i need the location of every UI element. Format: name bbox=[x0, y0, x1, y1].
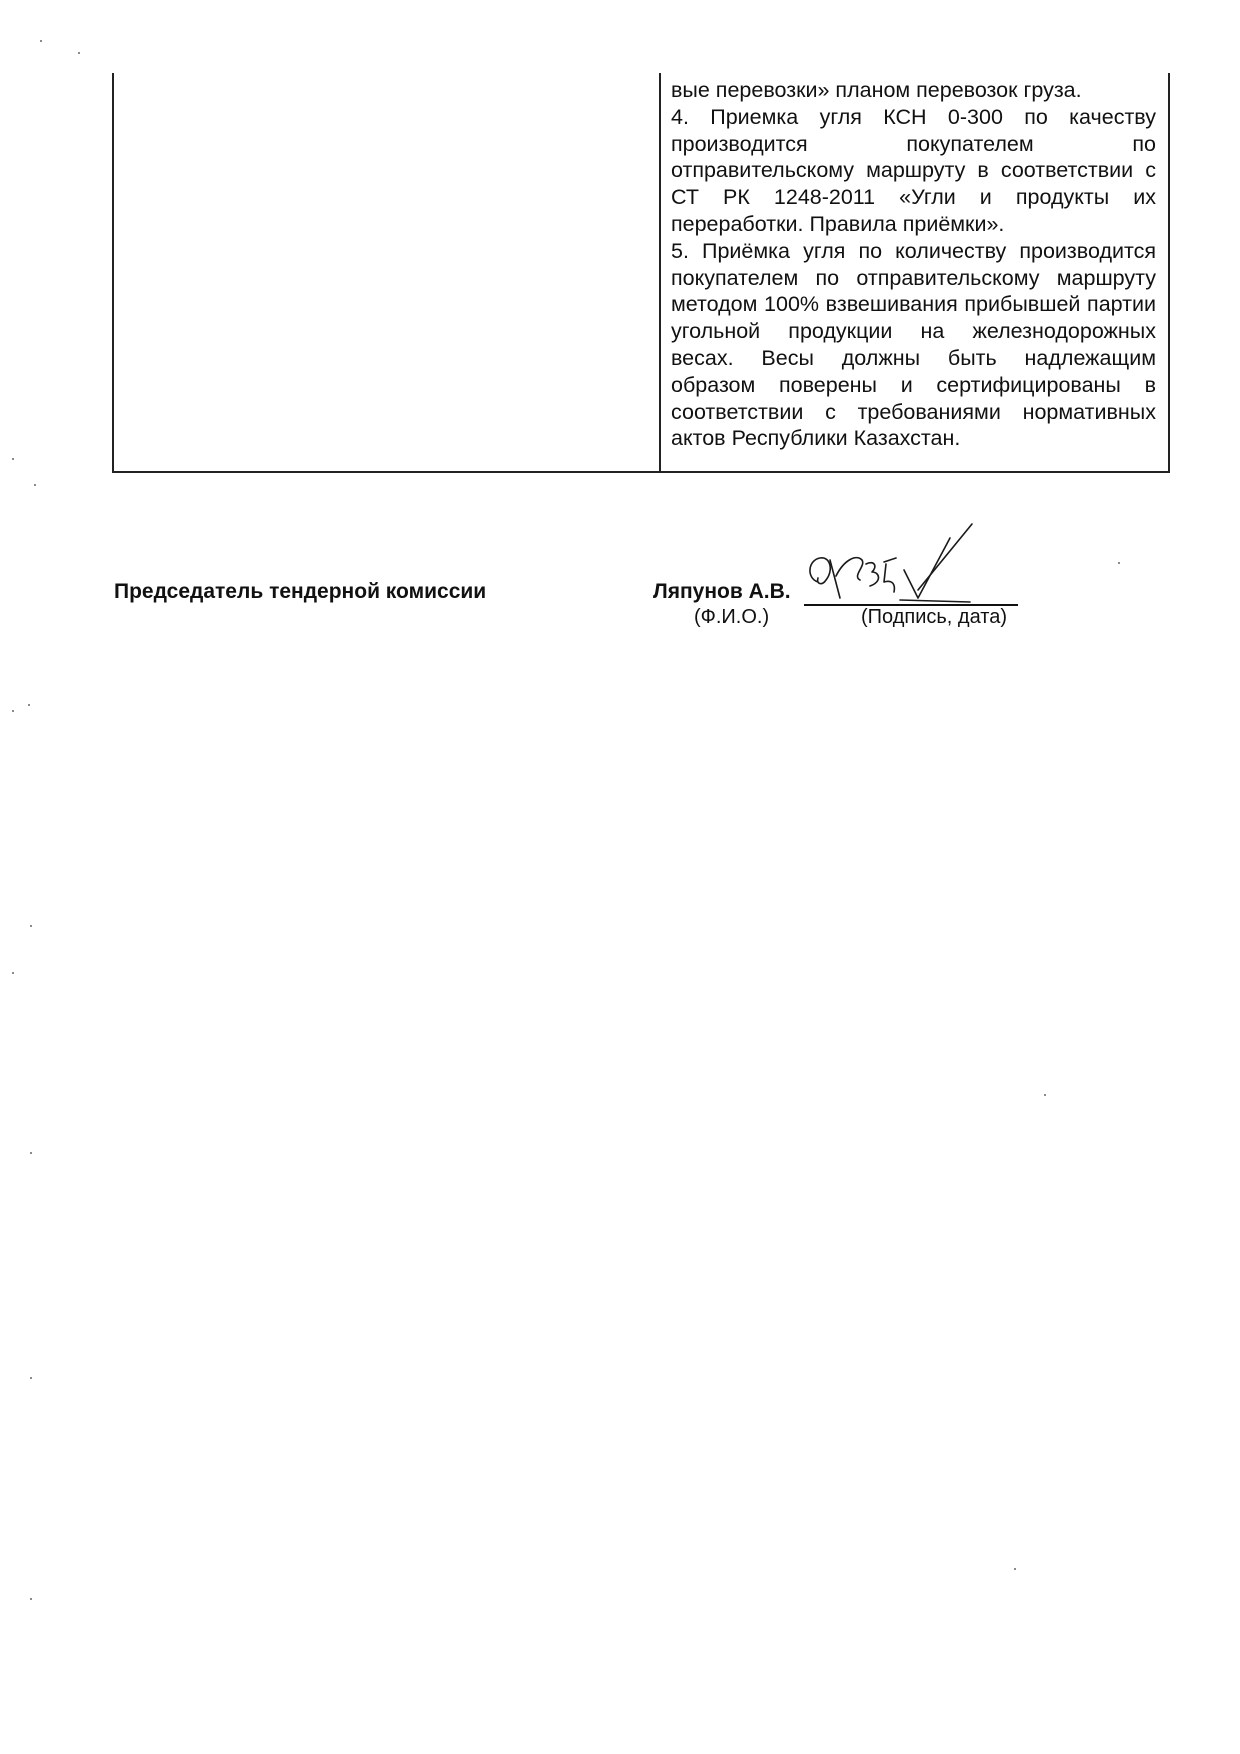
scan-speck bbox=[1044, 1094, 1046, 1096]
scan-speck bbox=[1118, 562, 1120, 564]
requirements-table-fragment bbox=[112, 73, 1170, 473]
scan-speck bbox=[78, 52, 80, 54]
scan-speck bbox=[12, 458, 14, 460]
table-paragraph-quantity-acceptance: 5. Приёмка угля по количеству производится покупателем по отправительскому маршруту методом 100% взвешивания прибывшей партии угольной продукции на железнодорожных весах. Весы должны быть надлежащим образом поверены и сертифицированы в соответствии с требованиями нормативных актов Республики Казахстан. bbox=[671, 238, 1156, 451]
fio-label: (Ф.И.О.) bbox=[694, 606, 770, 628]
signatory-title: Председатель тендерной комиссии bbox=[114, 580, 487, 603]
table-cell-left bbox=[114, 73, 661, 471]
scan-speck bbox=[30, 1152, 32, 1154]
signatory-name: Ляпунов А.В. bbox=[653, 580, 791, 603]
scan-speck bbox=[40, 40, 42, 42]
scan-speck bbox=[34, 484, 36, 486]
scan-speck bbox=[12, 710, 14, 712]
scan-speck bbox=[1014, 1568, 1016, 1570]
table-cell-right bbox=[661, 73, 1168, 471]
scan-speck bbox=[12, 972, 14, 974]
table-paragraph-continuation: вые перевозки» планом перевозок груза. bbox=[671, 78, 1082, 102]
scan-speck bbox=[30, 925, 32, 927]
scan-speck bbox=[30, 1598, 32, 1600]
scan-speck bbox=[28, 704, 30, 706]
handwritten-signature bbox=[800, 520, 1020, 620]
table-paragraph-quality-acceptance: 4. Приемка угля КСН 0-300 по качеству производится покупателем по отправительскому маршруту в соответствии с СТ РК 1248-2011 «Угли и продукты их переработки. Правила приёмки». bbox=[671, 104, 1156, 236]
signature-date-label: (Подпись, дата) bbox=[861, 606, 1007, 628]
scan-speck bbox=[30, 1377, 32, 1379]
